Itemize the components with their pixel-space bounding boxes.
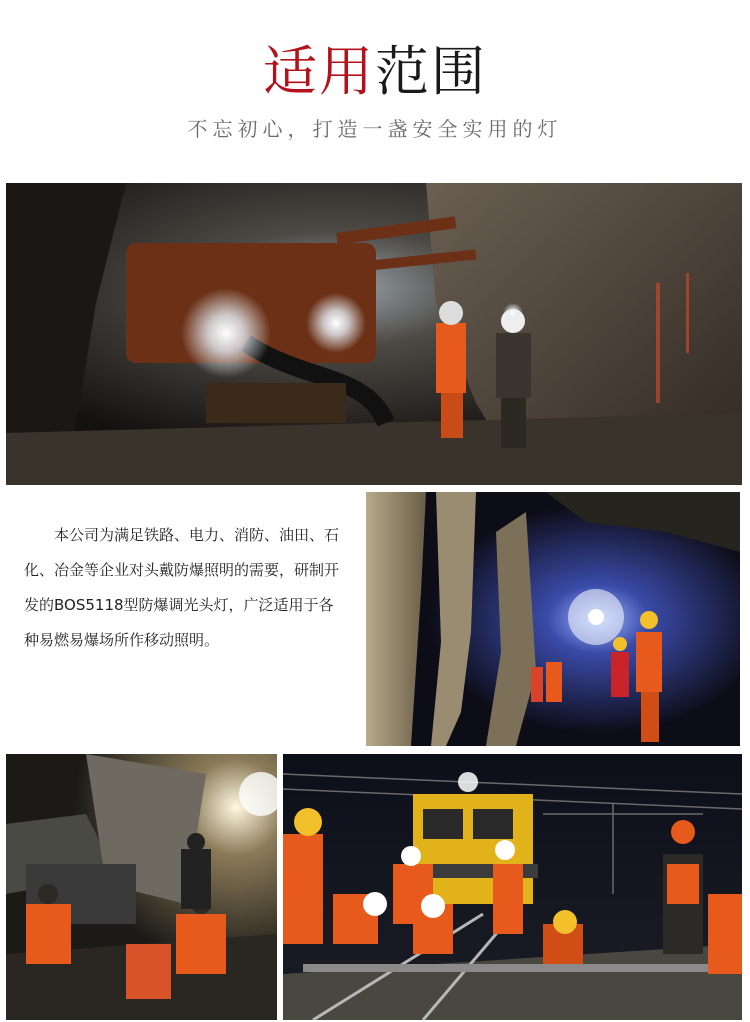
company-description: 本公司为满足铁路、电力、消防、油田、石化、冶金等企业对头戴防爆照明的需要，研制开发的BOS5118型防爆调光头灯，广泛适用于各种易燃易爆场所作移动照明。 [24,526,340,649]
cave-exploration-photo [366,492,740,746]
page-title [0,40,750,104]
title-accent-text: 适用 [263,40,375,103]
road-construction-photo [6,754,277,1020]
tunnel-drilling-photo [6,183,742,485]
page-subtitle: 不忘初心，打造一盏安全实用的灯 [187,117,563,141]
title-main-text: 范围 [375,40,487,103]
railway-maintenance-photo [283,754,742,1020]
